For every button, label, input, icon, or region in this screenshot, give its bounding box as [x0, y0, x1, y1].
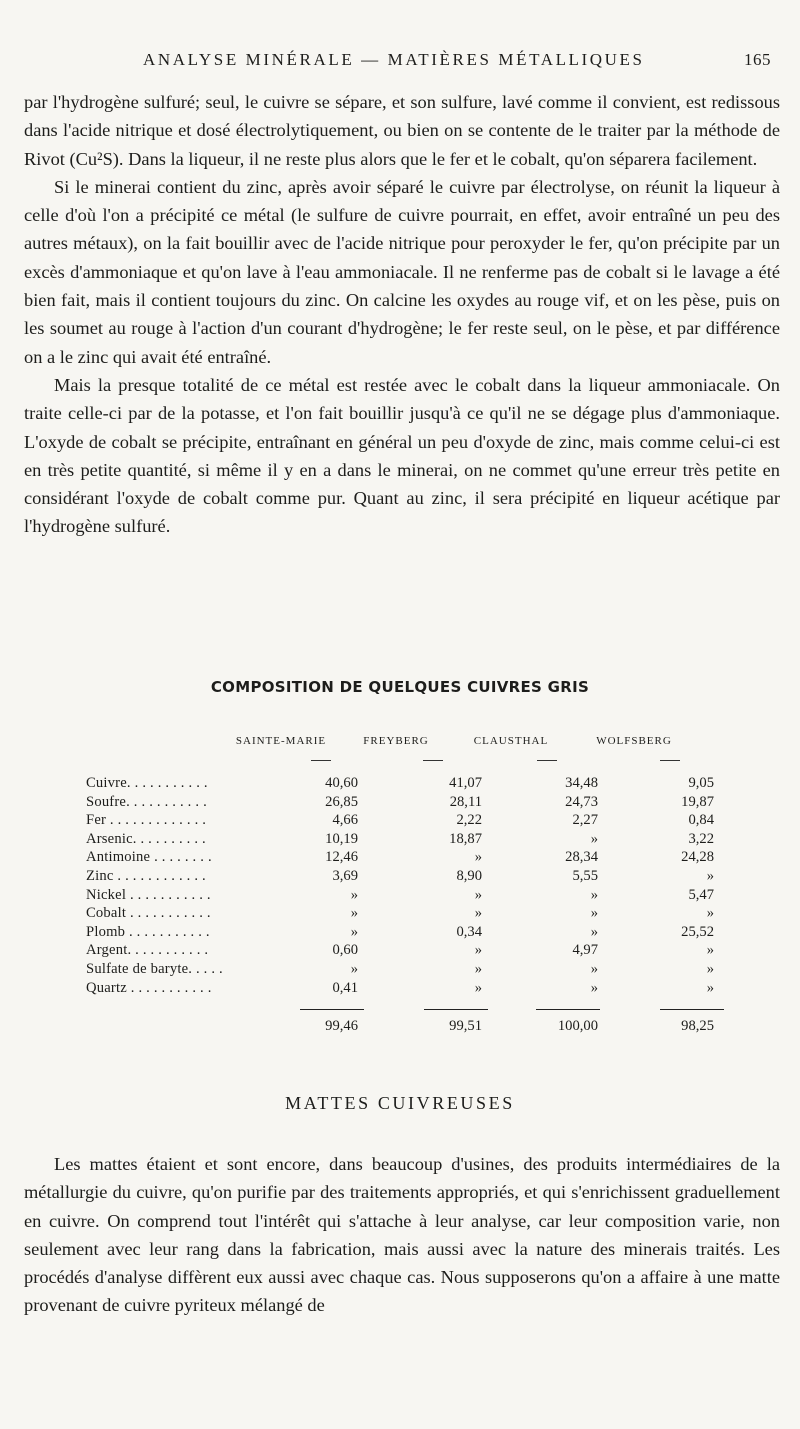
table-cell: »	[350, 905, 358, 922]
table-cell: »	[706, 905, 714, 922]
total-rule	[300, 1009, 364, 1010]
table-cell: »	[474, 979, 482, 996]
table-cell: 3,69	[332, 868, 358, 884]
table-cell: »	[590, 923, 598, 940]
section-title: MATTES CUIVREUSES	[285, 1093, 515, 1113]
paragraph: Les mattes étaient et sont encore, dans beaucoup d'usines, des produits intermédiaires de la métallurgie du cuivre, qu'on purifie par des traitements appropriés, et qui s'enrichissent graduellement en cuivre. On comprend tout l'intérêt qui s'attache à leur analyse, car leur composition varie, non seulement avec leur rang dans la fabrication, mais aussi avec la nature des minerais traités. Les procédés d'analyse diffèrent eux aussi avec chaque cas. Nous supposerons qu'on a affaire à une matte provenant de cuivre pyriteux mélangé de	[24, 1154, 780, 1316]
table-cell: 28,34	[565, 849, 598, 866]
row-label: Fer . . . . . . . . . . . . .	[86, 812, 207, 829]
table-cell: 2,22	[456, 812, 482, 829]
table-cell: 0,34	[456, 923, 482, 940]
section-text	[24, 1150, 780, 1320]
table-cell: 3,22	[688, 830, 714, 847]
table-cell: 2,27	[572, 812, 598, 829]
paragraph: Mais la presque totalité de ce métal est restée avec le cobalt dans la liqueur ammoniacale. On traite celle-ci par de la potasse, et l'on fait bouillir jusqu'à ce qu'il ne se dégage plus d'ammoniaque. L'oxyde de cobalt se précipite, entraînant en général un peu d'oxyde de zinc, mais comme celui-ci est en très petite quantité, si même il y en a dans le minerai, on ne commet qu'une erreur très petite en considérant l'oxyde de cobalt comme pur. Quant au zinc, il sera précipité en liqueur acétique par l'hydrogène sulfuré.	[24, 374, 780, 537]
table-cell: 25,52	[681, 923, 714, 940]
table-cell: 4,66	[332, 812, 358, 829]
table-cell: »	[590, 961, 598, 977]
table-cell: 0,84	[688, 812, 714, 829]
table-cell: 41,07	[449, 775, 482, 791]
table-cell: »	[706, 961, 714, 977]
column-dash	[660, 760, 680, 761]
column-dash	[537, 760, 557, 761]
row-label: Soufre. . . . . . . . . . .	[86, 793, 207, 810]
total-rule	[536, 1009, 600, 1010]
table-cell: 28,11	[449, 793, 482, 810]
table-cell: 34,48	[565, 775, 598, 791]
table-cell: »	[474, 905, 482, 922]
row-label: Argent. . . . . . . . . . .	[86, 942, 209, 959]
intro-text	[24, 88, 780, 541]
paragraph: Si le minerai contient du zinc, après avoir séparé le cuivre par électrolyse, on réunit la liqueur à celle d'où l'on a précipité ce métal (le sulfure de cuivre pourrait, en effet, avoir entraîné un peu des autres métaux), on la fait bouillir avec de l'acide nitrique pour peroxyder le fer, qu'on précipite par un excès d'ammoniaque et qu'on lave à l'eau ammoniacale. Il ne renferme pas de cobalt si le lavage a été bien fait, mais il contient toujours du zinc. On calcine les oxydes au rouge vif, et on les pèse, puis on les soumet au rouge à l'action d'un courant d'hydrogène; le fer reste seul, on le pèse, et par différence on a le zinc qui avait été entraîné.	[24, 176, 780, 367]
table-cell: 18,87	[449, 830, 482, 847]
table-title: COMPOSITION DE QUELQUES CUIVRES GRIS	[210, 678, 590, 696]
table-cell: »	[350, 961, 358, 977]
table-cell: »	[474, 886, 482, 903]
total-cell: 99,46	[325, 1018, 358, 1034]
table-cell: »	[350, 923, 358, 940]
total-rule	[424, 1009, 488, 1010]
table-cell: »	[590, 830, 598, 847]
row-label: Arsenic. . . . . . . . . .	[86, 830, 206, 847]
table-cell: 26,85	[325, 793, 358, 810]
paragraph: par l'hydrogène sulfuré; seul, le cuivre se sépare, et son sulfure, lavé comme il convient, est redissous dans l'acide nitrique et dosé électrolytiquement, ou bien on se contente de le traiter par la méthode de Rivot (Cu²S). Dans la liqueur, il ne reste plus alors que le fer et le cobalt, qu'on séparera facilement.	[24, 92, 780, 169]
table-cell: 4,97	[572, 942, 598, 959]
table-cell: 10,19	[325, 830, 358, 847]
table-cell: 5,47	[688, 886, 714, 903]
total-cell: 98,25	[681, 1018, 714, 1034]
column-header-sainte-marie: SAINTE-MARIE	[235, 735, 327, 747]
table-cell: 5,55	[572, 868, 598, 884]
table-cell: »	[474, 849, 482, 866]
table-cell: 24,28	[681, 849, 714, 866]
running-header	[0, 50, 800, 74]
table-cell: 8,90	[456, 868, 482, 884]
total-cell: 100,00	[557, 1018, 598, 1034]
total-cell: 99,51	[449, 1018, 482, 1034]
row-label: Antimoine . . . . . . . .	[86, 849, 212, 866]
table-cell: »	[474, 961, 482, 977]
table-cell: 9,05	[688, 775, 714, 791]
column-header-freyberg: FREYBERG	[363, 735, 429, 747]
row-label: Plomb . . . . . . . . . . .	[86, 923, 210, 940]
column-header-wolfsberg: WOLFSBERG	[596, 735, 672, 747]
table-cell: »	[590, 979, 598, 996]
row-label: Cobalt . . . . . . . . . . .	[86, 905, 211, 922]
table-cell: »	[590, 886, 598, 903]
table-cell: 0,41	[332, 979, 358, 996]
row-label: Cuivre. . . . . . . . . . .	[86, 775, 208, 791]
table-cell: »	[706, 868, 714, 884]
table-cell: »	[350, 886, 358, 903]
column-dash	[423, 760, 443, 761]
table-cell: »	[474, 942, 482, 959]
row-label: Sulfate de baryte. . . . .	[86, 961, 223, 977]
row-label: Nickel . . . . . . . . . . .	[86, 886, 211, 903]
running-header-title: ANALYSE MINÉRALE — MATIÈRES MÉTALLIQUES	[143, 50, 645, 69]
total-rule	[660, 1009, 724, 1010]
row-label: Zinc . . . . . . . . . . . .	[86, 868, 206, 884]
table-cell: »	[706, 979, 714, 996]
table-cell: 24,73	[565, 793, 598, 810]
page-number: 165	[744, 50, 771, 69]
column-header-clausthal: CLAUSTHAL	[473, 735, 549, 747]
row-label: Quartz . . . . . . . . . . .	[86, 979, 212, 996]
column-dash	[311, 760, 331, 761]
table-cell: »	[706, 942, 714, 959]
table-cell: 40,60	[325, 775, 358, 791]
table-cell: »	[590, 905, 598, 922]
table-cell: 0,60	[332, 942, 358, 959]
table-cell: 12,46	[325, 849, 358, 866]
table-cell: 19,87	[681, 793, 714, 810]
